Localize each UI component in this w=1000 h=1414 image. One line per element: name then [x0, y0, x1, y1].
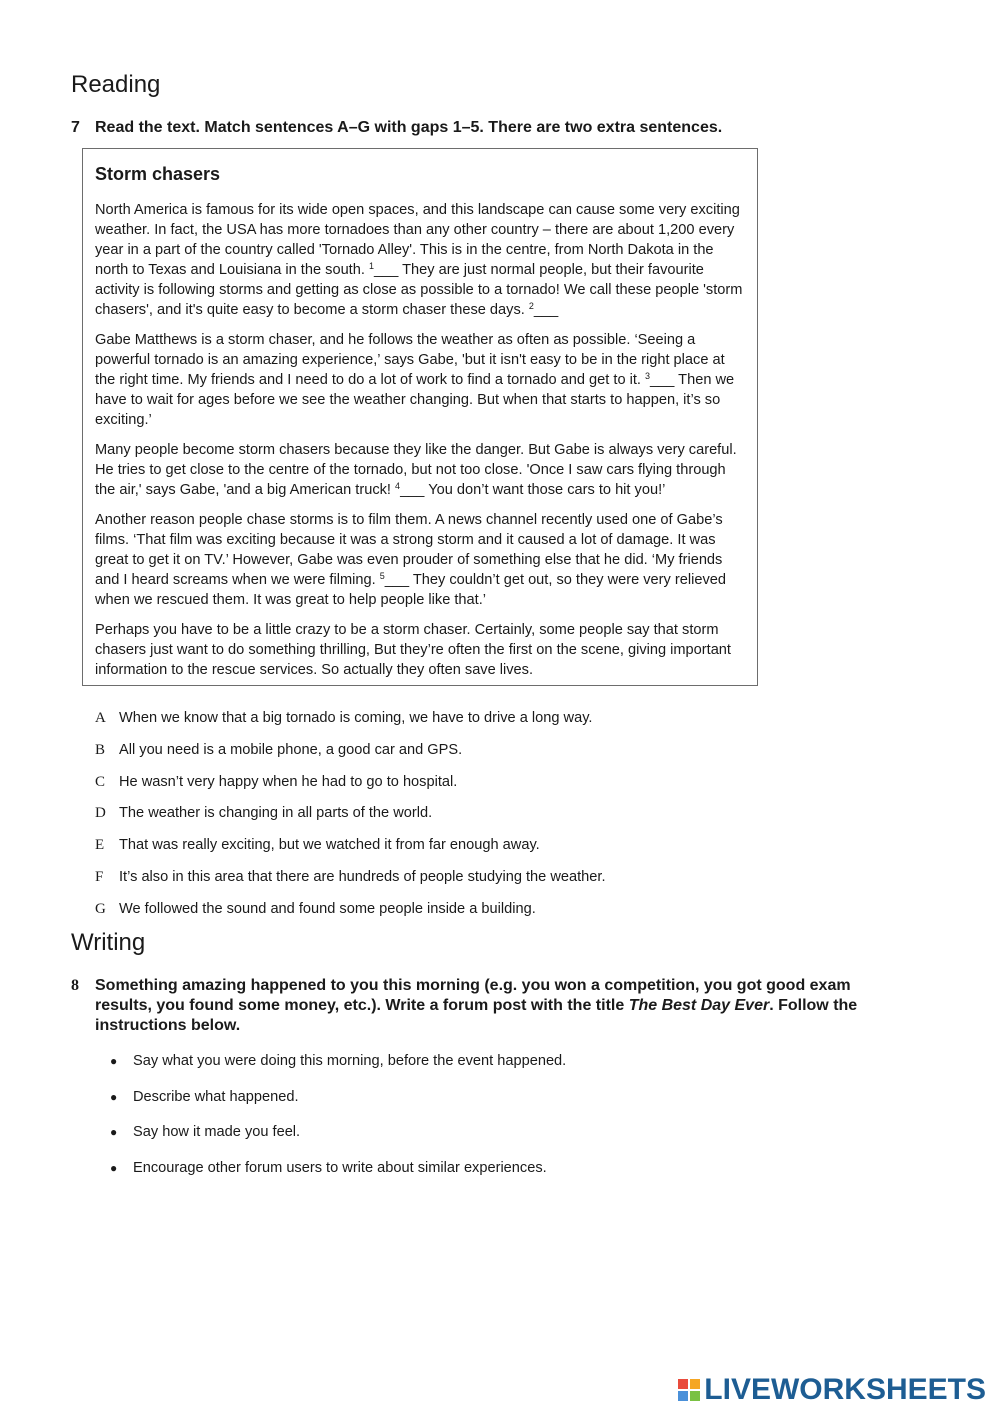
- option-d[interactable]: [95, 803, 735, 835]
- option-text: When we know that a big tornado is coming, we have to drive a long way.: [119, 710, 593, 726]
- option-e[interactable]: [95, 835, 735, 867]
- task-number: 8: [71, 977, 79, 994]
- gap-1[interactable]: ___ They are just normal people, but their favourite activity is following storms and getting as close as possible to a tornado! We call these people 'storm chasers', and it's quite easy to become a storm chaser these days.: [95, 262, 743, 318]
- option-f[interactable]: [95, 867, 735, 899]
- post-title: The Best Day Ever: [628, 997, 770, 1014]
- gap-3[interactable]: ___ Then we have to wait for ages before we see the weather changing. But when that starts to happen, it’s so exciting.’: [95, 372, 735, 428]
- logo-block: [678, 1391, 688, 1401]
- gap-number: 4: [395, 481, 401, 491]
- option-a[interactable]: [95, 708, 735, 740]
- bullet-text: Encourage other forum users to write about similar experiences.: [133, 1160, 547, 1177]
- task-instruction-text: [95, 976, 911, 1036]
- option-text: That was really exciting, but we watched it from far enough away.: [119, 837, 540, 854]
- logo-blocks-icon: [678, 1379, 700, 1401]
- task-7-instruction: [71, 118, 911, 138]
- article-paragraph-1: [95, 200, 745, 320]
- list-item: [110, 1122, 810, 1158]
- option-letter: F: [95, 868, 104, 885]
- option-letter: C: [95, 773, 106, 790]
- option-letter: E: [95, 837, 105, 854]
- paragraph-text: Many people become storm chasers because they like the danger. But Gabe is always very careful. He tries to get close to the centre of the tornado, but not too close. 'Once I saw cars flying through the air,' says Gabe, 'and a big American truck!: [95, 442, 737, 498]
- bullet-icon: ●: [110, 1089, 118, 1104]
- article-paragraph-2: [95, 330, 745, 430]
- article-title: Storm chasers: [95, 164, 221, 184]
- writing-section-title: Writing: [71, 929, 146, 956]
- option-text: We followed the sound and found some people inside a building.: [119, 900, 536, 917]
- gap-2[interactable]: ___: [533, 302, 559, 318]
- bullet-icon: ●: [110, 1161, 118, 1176]
- task-number: 7: [71, 119, 80, 136]
- reading-section-title: Reading: [71, 71, 161, 98]
- bullet-text: Describe what happened.: [133, 1088, 299, 1105]
- writing-instructions-list: [110, 1051, 810, 1194]
- task-8-instruction: [71, 976, 911, 1036]
- option-c[interactable]: [95, 772, 735, 804]
- bullet-icon: ●: [110, 1054, 118, 1068]
- logo-block: [678, 1379, 688, 1389]
- gap-number: 3: [645, 371, 651, 381]
- article-paragraph-3: [95, 440, 745, 500]
- instruction-part: . Follow the instructions below.: [95, 997, 858, 1034]
- bullet-text: Say how it made you feel.: [133, 1124, 301, 1141]
- option-text: All you need is a mobile phone, a good car and GPS.: [119, 741, 463, 758]
- option-g[interactable]: [95, 899, 735, 931]
- paragraph-text: Gabe Matthews is a storm chaser, and he follows the weather as often as possible. ‘Seeing a powerful tornado is an amazing experience,’ says Gabe, 'but it isn't easy to be in the right place at the right time. My friends and I need to do a lot of work to find a tornado and get to it.: [95, 332, 725, 388]
- option-text: It’s also in this area that there are hundreds of people studying the weather.: [119, 868, 606, 885]
- gap-5[interactable]: ___ They couldn’t get out, so they were very relieved when we rescued them. It was great to help people like that.’: [95, 572, 726, 608]
- article-paragraph-5: Perhaps you have to be a little crazy to be a storm chaser. Certainly, some people say that storm chasers just want to do something thrilling, But they’re often the first on the scene, giving important information to the rescue services. So actually they often save lives.: [95, 622, 731, 678]
- list-item: [110, 1051, 810, 1087]
- article-paragraph-4: [95, 510, 745, 610]
- task-instruction-text: Read the text. Match sentences A–G with gaps 1–5. There are two extra sentences.: [95, 119, 723, 136]
- option-text: He wasn’t very happy when he had to go to hospital.: [119, 773, 458, 790]
- paragraph-text: North America is famous for its wide open spaces, and this landscape can cause some very exciting weather. In fact, the USA has more tornadoes than any other country – there are about 1,200 every year in a part of the country called 'Tornado Alley'. This is in the centre, from North Dakota in the north to Texas and Louisiana in the south.: [95, 202, 740, 278]
- instruction-part: Something amazing happened to you this morning (e.g. you won a competition, you got good exam results, you found some money, etc.). Write a forum post with the title: [95, 977, 851, 1014]
- gap-number: 2: [528, 301, 534, 311]
- bullet-icon: ●: [110, 1125, 118, 1140]
- gap-number: 1: [368, 261, 374, 271]
- option-letter: G: [95, 900, 106, 917]
- option-letter: B: [95, 741, 106, 758]
- article-box: [82, 148, 758, 686]
- list-item: [110, 1158, 810, 1194]
- bullet-text: Say what you were doing this morning, before the event happened.: [133, 1053, 567, 1069]
- gap-4[interactable]: ___ You don’t want those cars to hit you!’: [400, 482, 666, 498]
- logo-block: [690, 1391, 700, 1401]
- option-b[interactable]: [95, 740, 735, 772]
- gap-number: 5: [379, 571, 385, 581]
- option-letter: D: [95, 805, 106, 822]
- answer-options-list: [95, 708, 735, 931]
- paragraph-text: Another reason people chase storms is to film them. A news channel recently used one of Gabe’s films. ‘That film was exciting because it was a strong storm and it caused a lot of damage. It was great to get it on TV.’ However, Gabe was even prouder of something else that he did. ‘My friends and I heard screams when we were filming.: [95, 512, 723, 588]
- list-item: [110, 1087, 810, 1123]
- option-text: The weather is changing in all parts of the world.: [119, 805, 433, 822]
- logo-text: LIVEWORKSHEETS: [704, 1373, 986, 1406]
- logo-block: [690, 1379, 700, 1389]
- option-letter: A: [95, 710, 106, 726]
- liveworksheets-logo[interactable]: [678, 1373, 986, 1407]
